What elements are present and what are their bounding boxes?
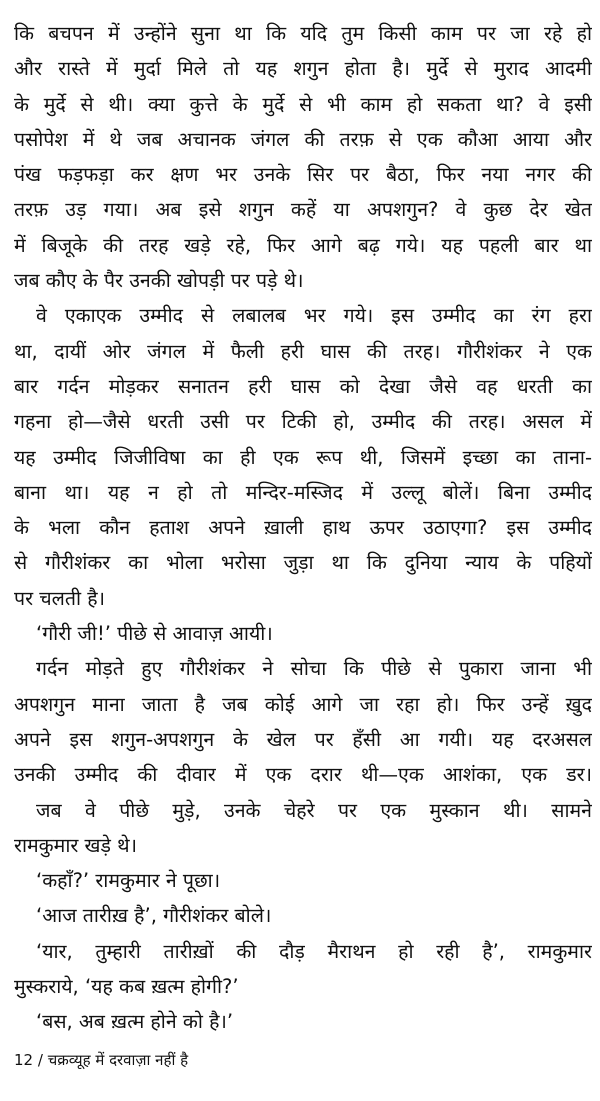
text-line: पंख फड़फड़ा कर क्षण भर उनके सिर पर बैठा, फिर नया नगर की bbox=[14, 163, 592, 187]
text-line: बार गर्दन मोड़कर सनातन हरी घास को देखा जैसे वह धरती का bbox=[14, 374, 592, 398]
text-line: पर चलती है। bbox=[14, 586, 105, 610]
text-line: के मुर्दे से थी। क्या कुत्ते के मुर्दे से भी काम हो सकता था? वे इसी bbox=[14, 92, 592, 116]
text-line: जब कौए के पैर उनकी खोपड़ी पर पड़े थे। bbox=[14, 269, 304, 293]
text-line: ‘गौरी जी!’ पीछे से आवाज़ आयी। bbox=[36, 622, 273, 646]
text-line: कि बचपन में उन्होंने सुना था कि यदि तुम किसी काम पर जा रहे हो bbox=[14, 22, 592, 45]
text-line: से गौरीशंकर का भोला भरोसा जुड़ा था कि दुनिया न्याय के पहियों bbox=[14, 551, 592, 575]
book-title: चक्रव्यूह में दरवाज़ा नहीं है bbox=[47, 1051, 189, 1069]
text-line: ‘यार, तुम्हारी तारीख़ों की दौड़ मैराथन हो रही है’, रामकुमार bbox=[36, 939, 592, 963]
page-number: 12 bbox=[14, 1051, 34, 1069]
text-line: में बिजूके की तरह खड़े रहे, फिर आगे बढ़ गये। यह पहली बार था bbox=[14, 233, 592, 257]
text-line: यह उम्मीद जिजीविषा का ही एक रूप थी, जिसमें इच्छा का ताना- bbox=[14, 445, 592, 469]
text-line: और रास्ते में मुर्दा मिले तो यह शगुन होता है। मुर्दे से मुराद आदमी bbox=[14, 57, 592, 81]
text-line: बाना था। यह न हो तो मन्दिर-मस्जिद में उल्लू बोलें। बिना उम्मीद bbox=[14, 480, 592, 504]
text-line: तरफ़ उड़ गया। अब इसे शगुन कहें या अपशगुन? वे कुछ देर खेत bbox=[14, 198, 592, 222]
text-line: ‘आज तारीख़ है’, गौरीशंकर बोले। bbox=[36, 904, 272, 928]
text-line: के भला कौन हताश अपने ख़ाली हाथ ऊपर उठाएगा? इस उम्मीद bbox=[14, 516, 592, 540]
text-line: रामकुमार खड़े थे। bbox=[14, 833, 137, 857]
text-line: जब वे पीछे मुड़े, उनके चेहरे पर एक मुस्कान थी। सामने bbox=[36, 798, 592, 822]
page-body bbox=[14, 0, 592, 1040]
text-line: था, दायीं ओर जंगल में फैली हरी घास की तरह। गौरीशंकर ने एक bbox=[14, 339, 592, 363]
text-line: ‘कहाँ?’ रामकुमार ने पूछा। bbox=[36, 869, 221, 893]
text-line: गहना हो—जैसे धरती उसी पर टिकी हो, उम्मीद की तरह। असल में bbox=[14, 410, 592, 434]
text-line: ‘बस, अब ख़त्म होने को है।’ bbox=[36, 1010, 234, 1034]
footer-separator: / bbox=[37, 1051, 43, 1069]
text-line: गर्दन मोड़ते हुए गौरीशंकर ने सोचा कि पीछे से पुकारा जाना भी bbox=[36, 657, 592, 681]
text-line: अपशगुन माना जाता है जब कोई आगे जा रहा हो। फिर उन्हें ख़ुद bbox=[14, 692, 592, 716]
page-footer bbox=[14, 1050, 188, 1070]
text-line: पसोपेश में थे जब अचानक जंगल की तरफ़ से एक कौआ आया और bbox=[14, 127, 592, 151]
text-line: मुस्कराये, ‘यह कब ख़त्म होगी?’ bbox=[14, 975, 239, 999]
text-line: उनकी उम्मीद की दीवार में एक दरार थी—एक आशंका, एक डर। bbox=[14, 763, 592, 787]
text-line: अपने इस शगुन-अपशगुन के खेल पर हँसी आ गयी। यह दरअसल bbox=[14, 727, 592, 751]
text-line: वे एकाएक उम्मीद से लबालब भर गये। इस उम्मीद का रंग हरा bbox=[36, 304, 592, 328]
